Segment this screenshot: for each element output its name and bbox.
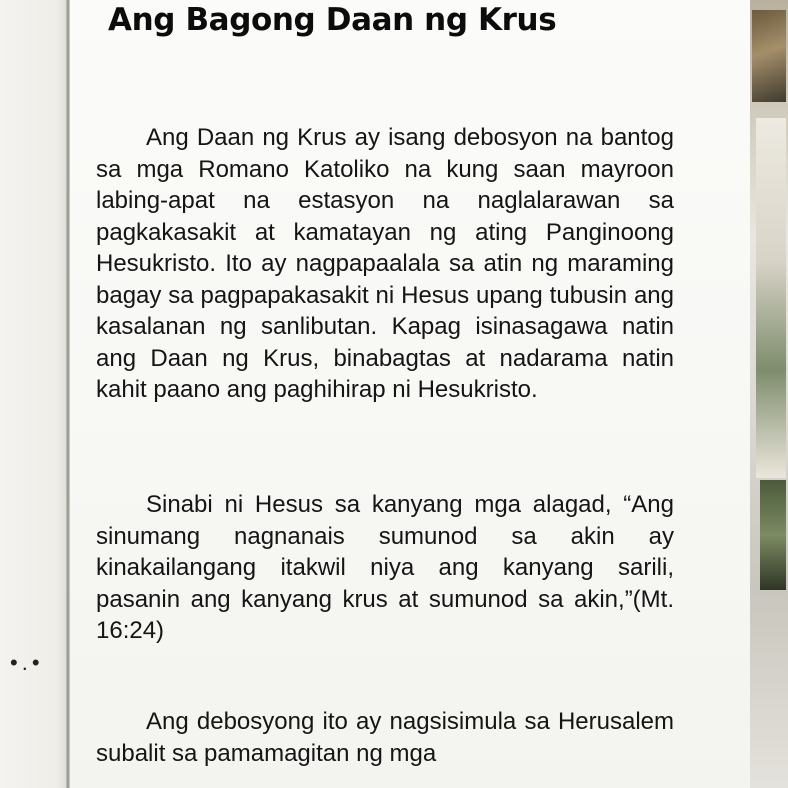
paragraph-2 (96, 489, 674, 647)
paragraph-3-text: Ang debosyong ito ay nagsisimula sa Herusalem subalit sa pamamagitan ng mga (96, 708, 674, 767)
paragraph-3 (96, 706, 674, 769)
background-photo (752, 10, 786, 102)
margin-mark: •.• (10, 650, 44, 675)
paragraph-2-text: Sinabi ni Hesus sa kanyang mga alagad, “Ang sinumang nagnanais sumunod sa akin ay kinakailangang itakwil niya ang kanyang sarili, pasanin ang kanyang krus at sumunod sa akin,”(Mt. 16:24) (96, 491, 674, 644)
background-page-edge (756, 118, 786, 478)
background-foliage (760, 480, 786, 590)
paragraph-1-text: Ang Daan ng Krus ay isang debosyon na bantog sa mga Romano Katoliko na kung saan mayroon labing-apat na estasyon na naglalarawan sa pagkakasakit at kamatayan ng ating Panginoong Hesukristo. Ito ay nagpapaalala sa atin ng maraming bagay sa pagpapakasakit ni Hesus upang tubusin ang kasalanan ng sanlibutan. Kapag isinasagawa natin ang Daan ng Krus, binabagtas at nadarama natin kahit paano ang paghihirap ni Hesukristo. (96, 124, 674, 403)
page-title: Ang Bagong Daan ng Krus (108, 2, 557, 38)
paragraph-1 (96, 122, 674, 406)
